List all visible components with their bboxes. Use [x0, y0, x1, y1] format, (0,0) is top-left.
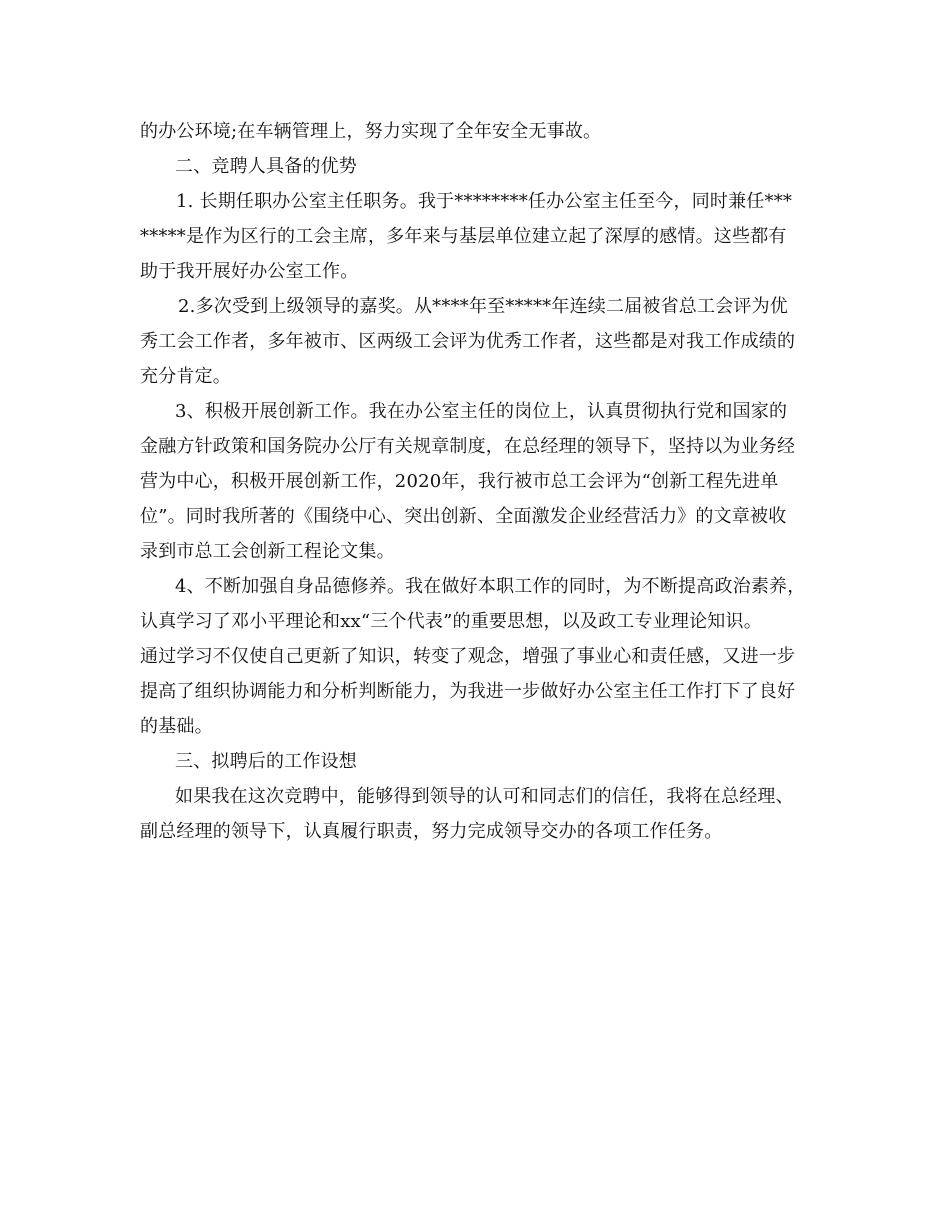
text-line: 充分肯定。 [140, 366, 231, 387]
text-line: 金融方针政策和国务院办公厅有关规章制度，在总经理的领导下，坚持以为业务经 [140, 436, 796, 457]
text-line: 提高了组织协调能力和分析判断能力，为我进一步做好办公室主任工作打下了良好 [140, 681, 796, 702]
text-line: 3、积极开展创新工作。我在办公室主任的岗位上，认真贯彻执行党和国家的 [175, 401, 788, 422]
text-line: 如果我在这次竞聘中，能够得到领导的认可和同志们的信任，我将在总经理、 [175, 786, 794, 807]
text-line: 的办公环境;在车辆管理上，努力实现了全年安全无事故。 [140, 121, 602, 142]
text-line: 4、不断加强自身品德修养。我在做好本职工作的同时，为不断提高政治素养， [175, 576, 806, 597]
text-line: 营为中心，积极开展创新工作，2020年，我行被市总工会评为“创新工程先进单 [140, 471, 779, 492]
text-line: 助于我开展好办公室工作。 [140, 261, 359, 282]
text-line: 录到市总工会创新工程论文集。 [140, 541, 395, 562]
text-line: *****是作为区行的工会主席，多年来与基层单位建立起了深厚的感情。这些都有 [140, 226, 787, 247]
text-line: 1. 长期任职办公室主任职务。我于********任办公室主任至今，同时兼任*** [176, 191, 793, 212]
section-heading: 三、拟聘后的工作设想 [175, 751, 357, 772]
text-line: 2.多次受到上级领导的嘉奖。从****年至*****年连续二届被省总工会评为优 [178, 296, 788, 317]
document-body [140, 114, 820, 849]
text-line: 通过学习不仅使自己更新了知识，转变了观念，增强了事业心和责任感，又进一步 [140, 646, 796, 667]
text-line: 认真学习了邓小平理论和xx“三个代表”的重要思想，以及政工专业理论知识。 [140, 611, 762, 632]
text-line: 的基础。 [140, 716, 213, 737]
section-heading: 二、竞聘人具备的优势 [175, 156, 357, 177]
text-line: 秀工会工作者，多年被市、区两级工会评为优秀工作者，这些都是对我工作成绩的 [140, 331, 796, 352]
text-line: 位”。同时我所著的《围绕中心、突出创新、全面激发企业经营活力》的文章被收 [140, 506, 787, 527]
text-line: 副总经理的领导下，认真履行职责，努力完成领导交办的各项工作任务。 [140, 821, 723, 842]
